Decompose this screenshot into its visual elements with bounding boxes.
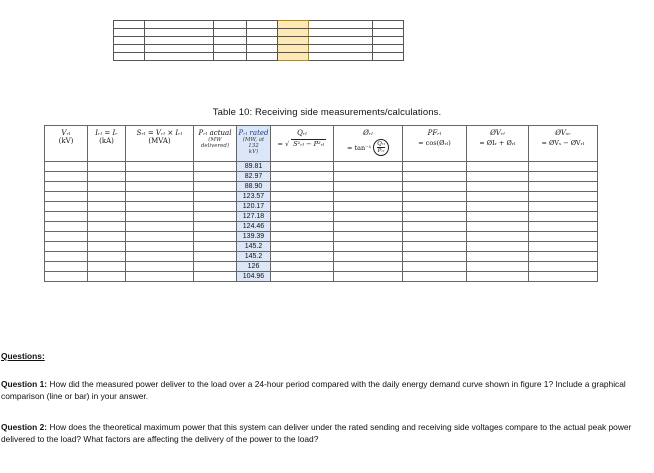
fraction: Qᵣₗ Pᵣₗ — [373, 139, 389, 156]
table-cell — [126, 242, 194, 252]
previous-table-cell — [114, 29, 145, 37]
table-cell — [126, 252, 194, 262]
table-cell — [467, 172, 529, 182]
table-cell — [334, 242, 403, 252]
table-cell — [126, 162, 194, 172]
table-cell — [126, 182, 194, 192]
table-cell — [334, 222, 403, 232]
previous-table-cell — [309, 45, 373, 53]
table-cell — [403, 162, 467, 172]
table-cell — [271, 212, 334, 222]
table-cell — [467, 252, 529, 262]
table-cell — [45, 222, 88, 232]
table-cell — [194, 182, 237, 192]
table-cell — [334, 182, 403, 192]
header-i-rl: Iᵣₗ = Iᵣ (kA) — [88, 126, 126, 162]
table-cell — [45, 192, 88, 202]
table-cell — [126, 172, 194, 182]
table-row — [45, 212, 598, 222]
table-cell — [45, 182, 88, 192]
table-cell — [126, 192, 194, 202]
table-cell — [334, 162, 403, 172]
table-cell — [126, 222, 194, 232]
table-cell — [194, 172, 237, 182]
table-cell — [271, 232, 334, 242]
p-rated-cell: 104.96 — [237, 272, 271, 282]
header-pf-rl: PFᵣₗ = cos(Øᵣₗ) — [403, 126, 467, 162]
table-cell — [194, 252, 237, 262]
previous-table-cell — [373, 37, 404, 45]
sqrt-sign: = √ — [277, 139, 290, 148]
table-cell — [45, 162, 88, 172]
table-cell — [126, 202, 194, 212]
table-cell — [467, 262, 529, 272]
previous-table-cell — [214, 21, 247, 29]
previous-table-cell — [278, 53, 309, 61]
table-row — [45, 182, 598, 192]
table-cell — [88, 192, 126, 202]
table-cell — [403, 242, 467, 252]
table-cell — [88, 272, 126, 282]
table-cell — [45, 212, 88, 222]
table-caption: Table 10: Receiving side measurements/calculations. — [212, 107, 442, 118]
previous-table-cell — [278, 29, 309, 37]
previous-table-cell — [145, 37, 214, 45]
table-cell — [194, 232, 237, 242]
question-1-label: Question 1: — [1, 379, 48, 389]
table-cell — [529, 192, 598, 202]
header-row — [45, 126, 598, 162]
p-rated-cell: 145.2 — [237, 252, 271, 262]
table-cell — [467, 232, 529, 242]
table-cell — [403, 192, 467, 202]
table-cell — [126, 232, 194, 242]
table-cell — [271, 252, 334, 262]
previous-table-cell — [247, 45, 278, 53]
table-cell — [88, 222, 126, 232]
p-rated-cell: 89.81 — [237, 162, 271, 172]
table-cell — [403, 212, 467, 222]
previous-table-cell — [373, 29, 404, 37]
previous-table-cell — [278, 21, 309, 29]
table-cell — [403, 252, 467, 262]
question-1-text: How did the measured power deliver to the load over a 24-hour period compared with the daily energy demand curve shown in figure 1? Include a graphical comparison (line or bar) in your answer. — [1, 379, 626, 401]
table-cell — [529, 232, 598, 242]
previous-table-cell — [145, 29, 214, 37]
table-row — [45, 232, 598, 242]
previous-table-cell — [145, 53, 214, 61]
table-cell — [88, 262, 126, 272]
table-cell — [45, 262, 88, 272]
table-cell — [194, 192, 237, 202]
previous-table-row — [114, 21, 404, 29]
table-cell — [271, 192, 334, 202]
table-row — [45, 192, 598, 202]
table-cell — [271, 262, 334, 272]
table-row — [45, 272, 598, 282]
previous-table-cell — [247, 21, 278, 29]
table-cell — [88, 252, 126, 262]
table-cell — [271, 182, 334, 192]
table-cell — [45, 202, 88, 212]
table-cell — [88, 242, 126, 252]
table-cell — [529, 182, 598, 192]
table-cell — [194, 262, 237, 272]
table-cell — [334, 202, 403, 212]
table-row — [45, 222, 598, 232]
previous-table-cell — [114, 21, 145, 29]
table-cell — [271, 172, 334, 182]
p-rated-cell: 124.46 — [237, 222, 271, 232]
previous-table — [113, 20, 404, 61]
table-cell — [334, 192, 403, 202]
question-1 — [1, 378, 649, 402]
previous-table-cell — [309, 53, 373, 61]
table-cell — [334, 172, 403, 182]
table-cell — [88, 172, 126, 182]
table-cell — [194, 212, 237, 222]
table-cell — [467, 202, 529, 212]
previous-table-cell — [145, 21, 214, 29]
table-cell — [194, 222, 237, 232]
header-phi-v-rl: ØVᵣₗ = ØIᵣ + Øᵣₗ — [467, 126, 529, 162]
p-rated-cell: 88.90 — [237, 182, 271, 192]
previous-table-cell — [309, 21, 373, 29]
table-cell — [126, 272, 194, 282]
table-row — [45, 252, 598, 262]
receiving-side-table — [44, 125, 598, 282]
table-cell — [529, 272, 598, 282]
previous-table-cell — [373, 53, 404, 61]
table-row — [45, 162, 598, 172]
table-cell — [194, 272, 237, 282]
p-rated-cell: 120.17 — [237, 202, 271, 212]
p-rated-cell: 127.18 — [237, 212, 271, 222]
table-cell — [403, 272, 467, 282]
table-cell — [45, 172, 88, 182]
table-cell — [334, 212, 403, 222]
table-cell — [194, 242, 237, 252]
p-rated-cell: 126 — [237, 262, 271, 272]
header-phi-rl: Øᵣₗ = tan⁻¹ Qᵣₗ Pᵣₗ — [334, 126, 403, 162]
header-q-rl: Qᵣₗ = √ S²ᵣₗ − P²ᵣₗ — [271, 126, 334, 162]
table-cell — [467, 222, 529, 232]
table-cell — [88, 232, 126, 242]
table-cell — [529, 242, 598, 252]
table-cell — [88, 212, 126, 222]
previous-table-cell — [145, 45, 214, 53]
table-row — [45, 202, 598, 212]
table-cell — [194, 162, 237, 172]
p-rated-cell: 82.97 — [237, 172, 271, 182]
table-cell — [529, 212, 598, 222]
previous-table-cell — [114, 37, 145, 45]
table-cell — [529, 222, 598, 232]
table-cell — [529, 172, 598, 182]
previous-table-cell — [214, 29, 247, 37]
table-cell — [126, 262, 194, 272]
previous-table-cell — [373, 21, 404, 29]
previous-table-cell — [247, 53, 278, 61]
table-cell — [45, 252, 88, 262]
previous-table-cell — [247, 37, 278, 45]
table-cell — [403, 222, 467, 232]
question-2-text: How does the theoretical maximum power that this system can deliver under the rated sending and receiving side voltages compare to the actual peak power delivered to the load? What factors are affecting the delivery of the power to the load? — [1, 422, 632, 444]
table-cell — [271, 162, 334, 172]
table-cell — [467, 192, 529, 202]
table-cell — [403, 262, 467, 272]
sqrt-body: S²ᵣₗ − P²ᵣₗ — [293, 140, 325, 148]
table-row — [45, 262, 598, 272]
table-cell — [194, 202, 237, 212]
table-row — [45, 242, 598, 252]
previous-table-row — [114, 29, 404, 37]
p-rated-cell: 145.2 — [237, 242, 271, 252]
table-cell — [529, 162, 598, 172]
previous-table-cell — [278, 45, 309, 53]
p-rated-cell: 123.57 — [237, 192, 271, 202]
table-cell — [334, 272, 403, 282]
table-row — [45, 172, 598, 182]
table-cell — [467, 242, 529, 252]
questions-heading: Questions: — [1, 351, 45, 361]
table-cell — [403, 202, 467, 212]
table-cell — [403, 232, 467, 242]
table-cell — [467, 212, 529, 222]
previous-table-row — [114, 37, 404, 45]
previous-table-cell — [214, 45, 247, 53]
previous-table-cell — [214, 53, 247, 61]
table-cell — [334, 232, 403, 242]
previous-table-cell — [114, 53, 145, 61]
table-cell — [126, 212, 194, 222]
table-cell — [334, 252, 403, 262]
question-2-label: Question 2: — [1, 422, 48, 432]
table-cell — [45, 232, 88, 242]
table-cell — [271, 202, 334, 212]
table-cell — [271, 222, 334, 232]
header-s-rl: Sᵣₗ = Vᵣₗ × Iᵣₗ (MVA) — [126, 126, 194, 162]
previous-table-cell — [309, 29, 373, 37]
table-cell — [45, 272, 88, 282]
table-cell — [334, 262, 403, 272]
table-cell — [88, 162, 126, 172]
table-cell — [529, 252, 598, 262]
previous-table-cell — [247, 29, 278, 37]
table-cell — [45, 242, 88, 252]
header-p-actual: Pᵣₗ actual (MW delivered) — [194, 126, 237, 162]
previous-table-cell — [214, 37, 247, 45]
previous-table-row — [114, 53, 404, 61]
header-p-rated: Pᵣₗ rated (MW, at 132 kV) — [237, 126, 271, 162]
previous-table-cell — [278, 37, 309, 45]
table-cell — [467, 272, 529, 282]
previous-table-cell — [114, 45, 145, 53]
table-cell — [271, 242, 334, 252]
table-cell — [88, 202, 126, 212]
header-v-rl: Vᵣₗ (kV) — [45, 126, 88, 162]
table-cell — [271, 272, 334, 282]
previous-table-cell — [309, 37, 373, 45]
table-cell — [403, 182, 467, 192]
table-cell — [467, 182, 529, 192]
question-2 — [1, 421, 649, 445]
table-cell — [529, 262, 598, 272]
table-cell — [403, 172, 467, 182]
table-cell — [88, 182, 126, 192]
table-cell — [467, 162, 529, 172]
header-phi-v-sr: ØVₛᵣ = ØVₛ − ØVᵣₗ — [529, 126, 598, 162]
table-cell — [529, 202, 598, 212]
p-rated-cell: 139.39 — [237, 232, 271, 242]
previous-table-row — [114, 45, 404, 53]
previous-table-cell — [373, 45, 404, 53]
